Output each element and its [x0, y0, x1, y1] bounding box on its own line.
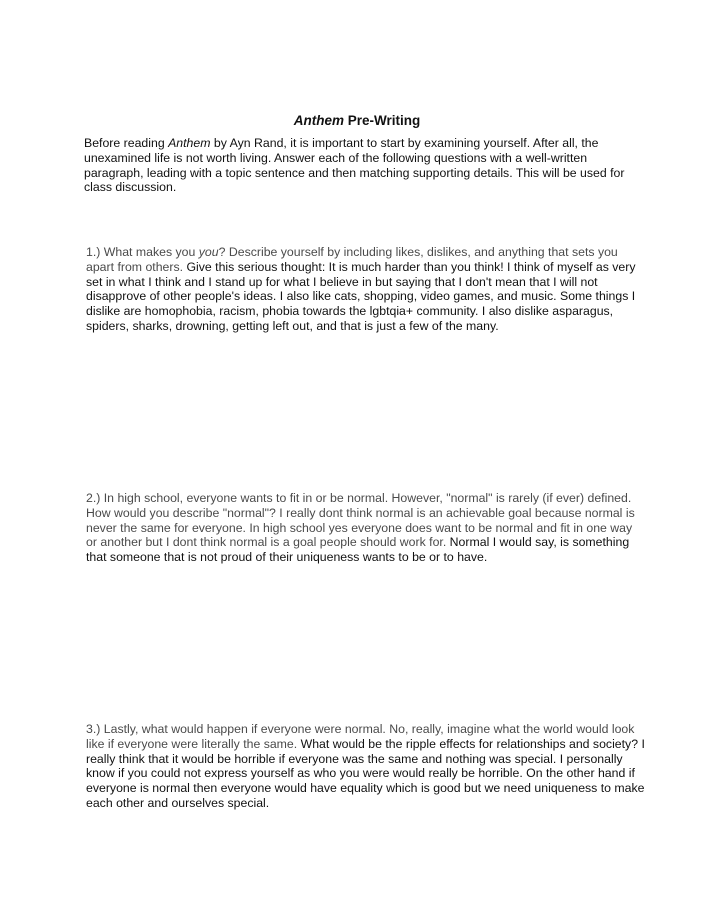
question-2-prompt: 2.) In high school, everyone wants to fit in or be normal. However, "normal" is rarely (if ever) defined. How would you describe "normal"? I really dont think normal is an achievable goal because normal is never the same for everyone. In high school yes everyone does want to be normal and fit in one way or another but I dont think normal is a goal people should work for. — [86, 491, 635, 550]
question-1-prompt-end: ? Describe yourself by including likes, dislikes, and anything that sets you apart from others. — [86, 245, 618, 274]
question-3-answer: What would be the ripple effects for relationships and society? I really think that it would be horrible if everyone was the same and nothing was special. I personally know if you could not express yourself as who you were would really be horrible. On the other hand if everyone is normal then everyone would have equality which is good but we need uniqueness to make each other and ourselves special. — [86, 736, 645, 810]
intro-text-before: Before reading — [84, 136, 169, 150]
page-title — [0, 112, 714, 130]
intro-text-after: by Ayn Rand, it is important to start by examining yourself. After all, the unexamined life is not worth living. Answer each of the following questions with a well-written paragraph, leading with a topic sentence and then matching supporting details. This will be used for class discussion. — [84, 136, 625, 195]
question-1 — [86, 245, 646, 334]
question-3-prompt: 3.) Lastly, what would happen if everyone were normal. No, really, imagine what the world would look like if everyone were literally the same. — [86, 722, 635, 751]
question-2-answer: Normal I would say, is something that someone that is not proud of their uniqueness wants to be or to have. — [86, 535, 630, 565]
intro-paragraph — [84, 136, 644, 195]
title-text: Pre-Writing — [343, 113, 421, 128]
question-3 — [86, 722, 646, 811]
question-1-prompt-start: 1.) What makes you — [86, 245, 199, 259]
intro-book-name: Anthem — [168, 136, 211, 150]
question-2 — [86, 491, 646, 565]
question-1-answer: Give this serious thought: It is much harder than you think! I think of myself as very set in what I think and I stand up for what I believe in but saying that I don't mean that I will not disapprove of other people's ideas. I also like cats, shopping, video games, and music. Some things I dislike are homophobia, racism, phobia towards the lgbtqia+ community. I also dislike asparagus, spiders, sharks, drowning, getting left out, and that is just a few of the many. — [86, 259, 636, 333]
question-1-prompt-emphasis: you — [198, 245, 219, 259]
title-book-name: Anthem — [293, 113, 344, 128]
